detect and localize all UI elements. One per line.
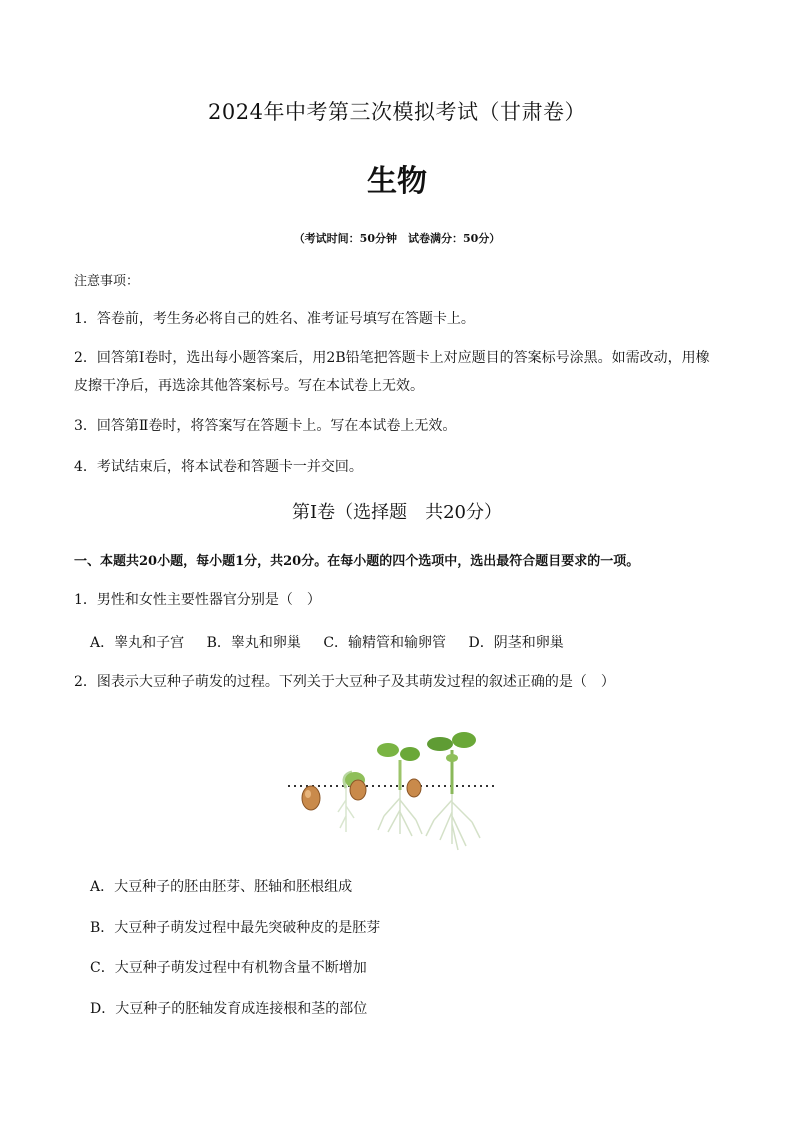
germination-figure bbox=[280, 720, 510, 860]
question-options bbox=[90, 629, 738, 657]
option-c: C．输精管和输卵管 bbox=[323, 635, 447, 651]
part-instruction: 一、本题共20小题，每小题1分，共20分。在每小题的四个选项中，选出最符合题目要求的一项。 bbox=[74, 554, 640, 569]
exam-info: （考试时间：50分钟 试卷满分：50分） bbox=[293, 232, 501, 245]
seed-stage-2 bbox=[338, 772, 366, 832]
seed-stage-3 bbox=[377, 743, 422, 836]
option-a: A．睾丸和子宫 bbox=[90, 635, 185, 651]
option-b: B．大豆种子萌发过程中最先突破种皮的是胚芽 bbox=[90, 920, 381, 936]
notes-heading: 注意事项： bbox=[74, 274, 140, 289]
option-b: B．睾丸和卵巢 bbox=[206, 635, 301, 651]
note-item: 4．考试结束后，将本试卷和答题卡一并交回。 bbox=[74, 459, 363, 475]
option-d: D．阴茎和卵巢 bbox=[468, 635, 564, 651]
subject-title: 生物 bbox=[367, 164, 427, 199]
option-d: D．大豆种子的胚轴发育成连接根和茎的部位 bbox=[90, 1001, 368, 1017]
seed-stage-4 bbox=[426, 732, 480, 850]
question-stem: 1．男性和女性主要性器官分别是（ ） bbox=[74, 592, 321, 608]
exam-title: 2024年中考第三次模拟考试（甘肃卷） bbox=[208, 100, 586, 124]
note-item: 1．答卷前，考生务必将自己的姓名、准考证号填写在答题卡上。 bbox=[74, 311, 475, 327]
section-title: 第Ⅰ卷（选择题 共20分） bbox=[291, 502, 502, 523]
option-a: A．大豆种子的胚由胚芽、胚轴和胚根组成 bbox=[90, 879, 353, 895]
seed-stage-1 bbox=[302, 786, 320, 810]
option-c: C．大豆种子萌发过程中有机物含量不断增加 bbox=[90, 960, 367, 976]
note-item: 3．回答第Ⅱ卷时，将答案写在答题卡上。写在本试卷上无效。 bbox=[74, 418, 457, 434]
note-item: 2．回答第Ⅰ卷时，选出每小题答案后，用2B铅笔把答题卡上对应题目的答案标号涂黑。如需改动，用橡皮擦干净后，再选涂其他答案标号。写在本试卷上无效。 bbox=[74, 350, 710, 394]
question-stem: 2．图表示大豆种子萌发的过程。下列关于大豆种子及其萌发过程的叙述正确的是（ ） bbox=[74, 674, 615, 690]
